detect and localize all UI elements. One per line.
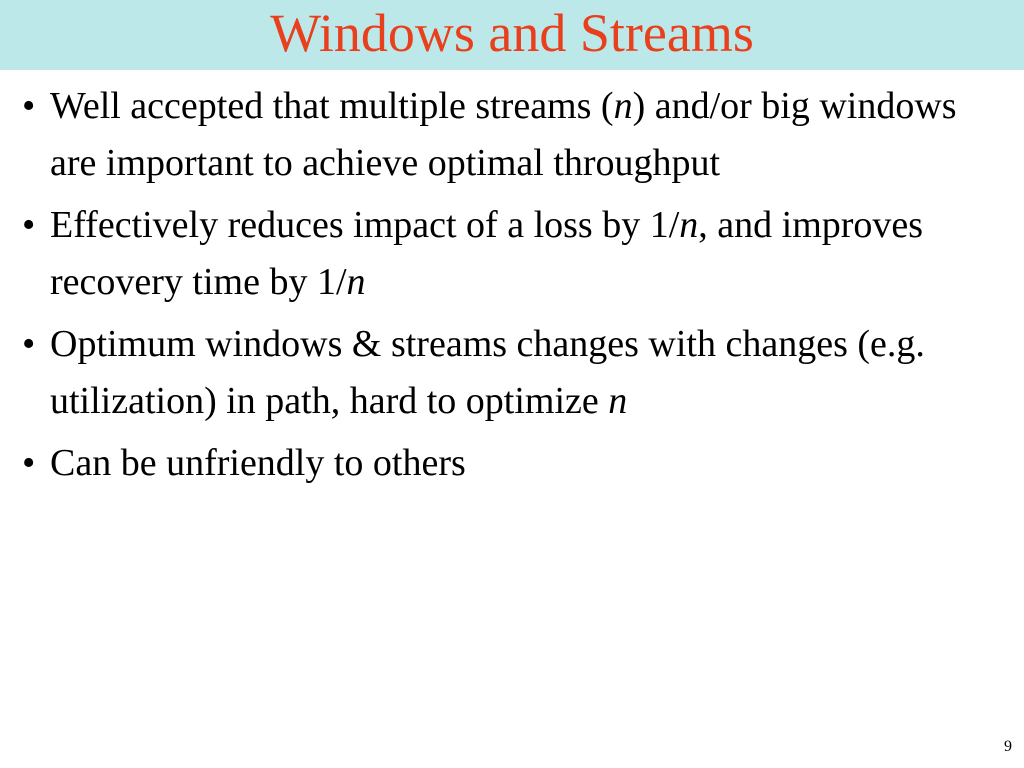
bullet-dot-icon: •: [22, 85, 36, 127]
bullet-text: [50, 204, 923, 303]
bullet-dot-icon: •: [22, 442, 36, 484]
bullet-segment: Optimum windows & streams changes with changes (e.g. utilization) in path, hard to optimize: [50, 323, 925, 422]
bullet-list: [22, 78, 1012, 497]
bullet-segment: Can be unfriendly to others: [50, 442, 466, 484]
bullet-segment-italic: n: [608, 380, 628, 422]
page-number: 9: [1004, 738, 1012, 755]
bullet-segment: Effectively reduces impact of a loss by 1/: [50, 204, 680, 246]
bullet-segment-italic: n: [679, 204, 699, 246]
bullet-item: [22, 435, 1012, 492]
bullet-text: [50, 323, 925, 422]
bullet-item: [22, 316, 1012, 430]
bullet-dot-icon: •: [22, 204, 36, 246]
bullet-segment: , and improves recovery time by 1/: [50, 204, 924, 303]
bullet-item: [22, 197, 1012, 311]
bullet-segment: ) and/or big windows are important to achieve optimal throughput: [50, 85, 957, 184]
slide-title: Windows and Streams: [270, 3, 754, 63]
bullet-text: [50, 85, 957, 184]
bullet-segment-italic: n: [613, 85, 633, 127]
bullet-dot-icon: •: [22, 323, 36, 365]
bullet-segment: Well accepted that multiple streams (: [50, 85, 614, 127]
bullet-segment-italic: n: [346, 261, 366, 303]
title-bar: [0, 0, 1024, 70]
bullet-item: [22, 78, 1012, 192]
bullet-text: [50, 442, 466, 484]
